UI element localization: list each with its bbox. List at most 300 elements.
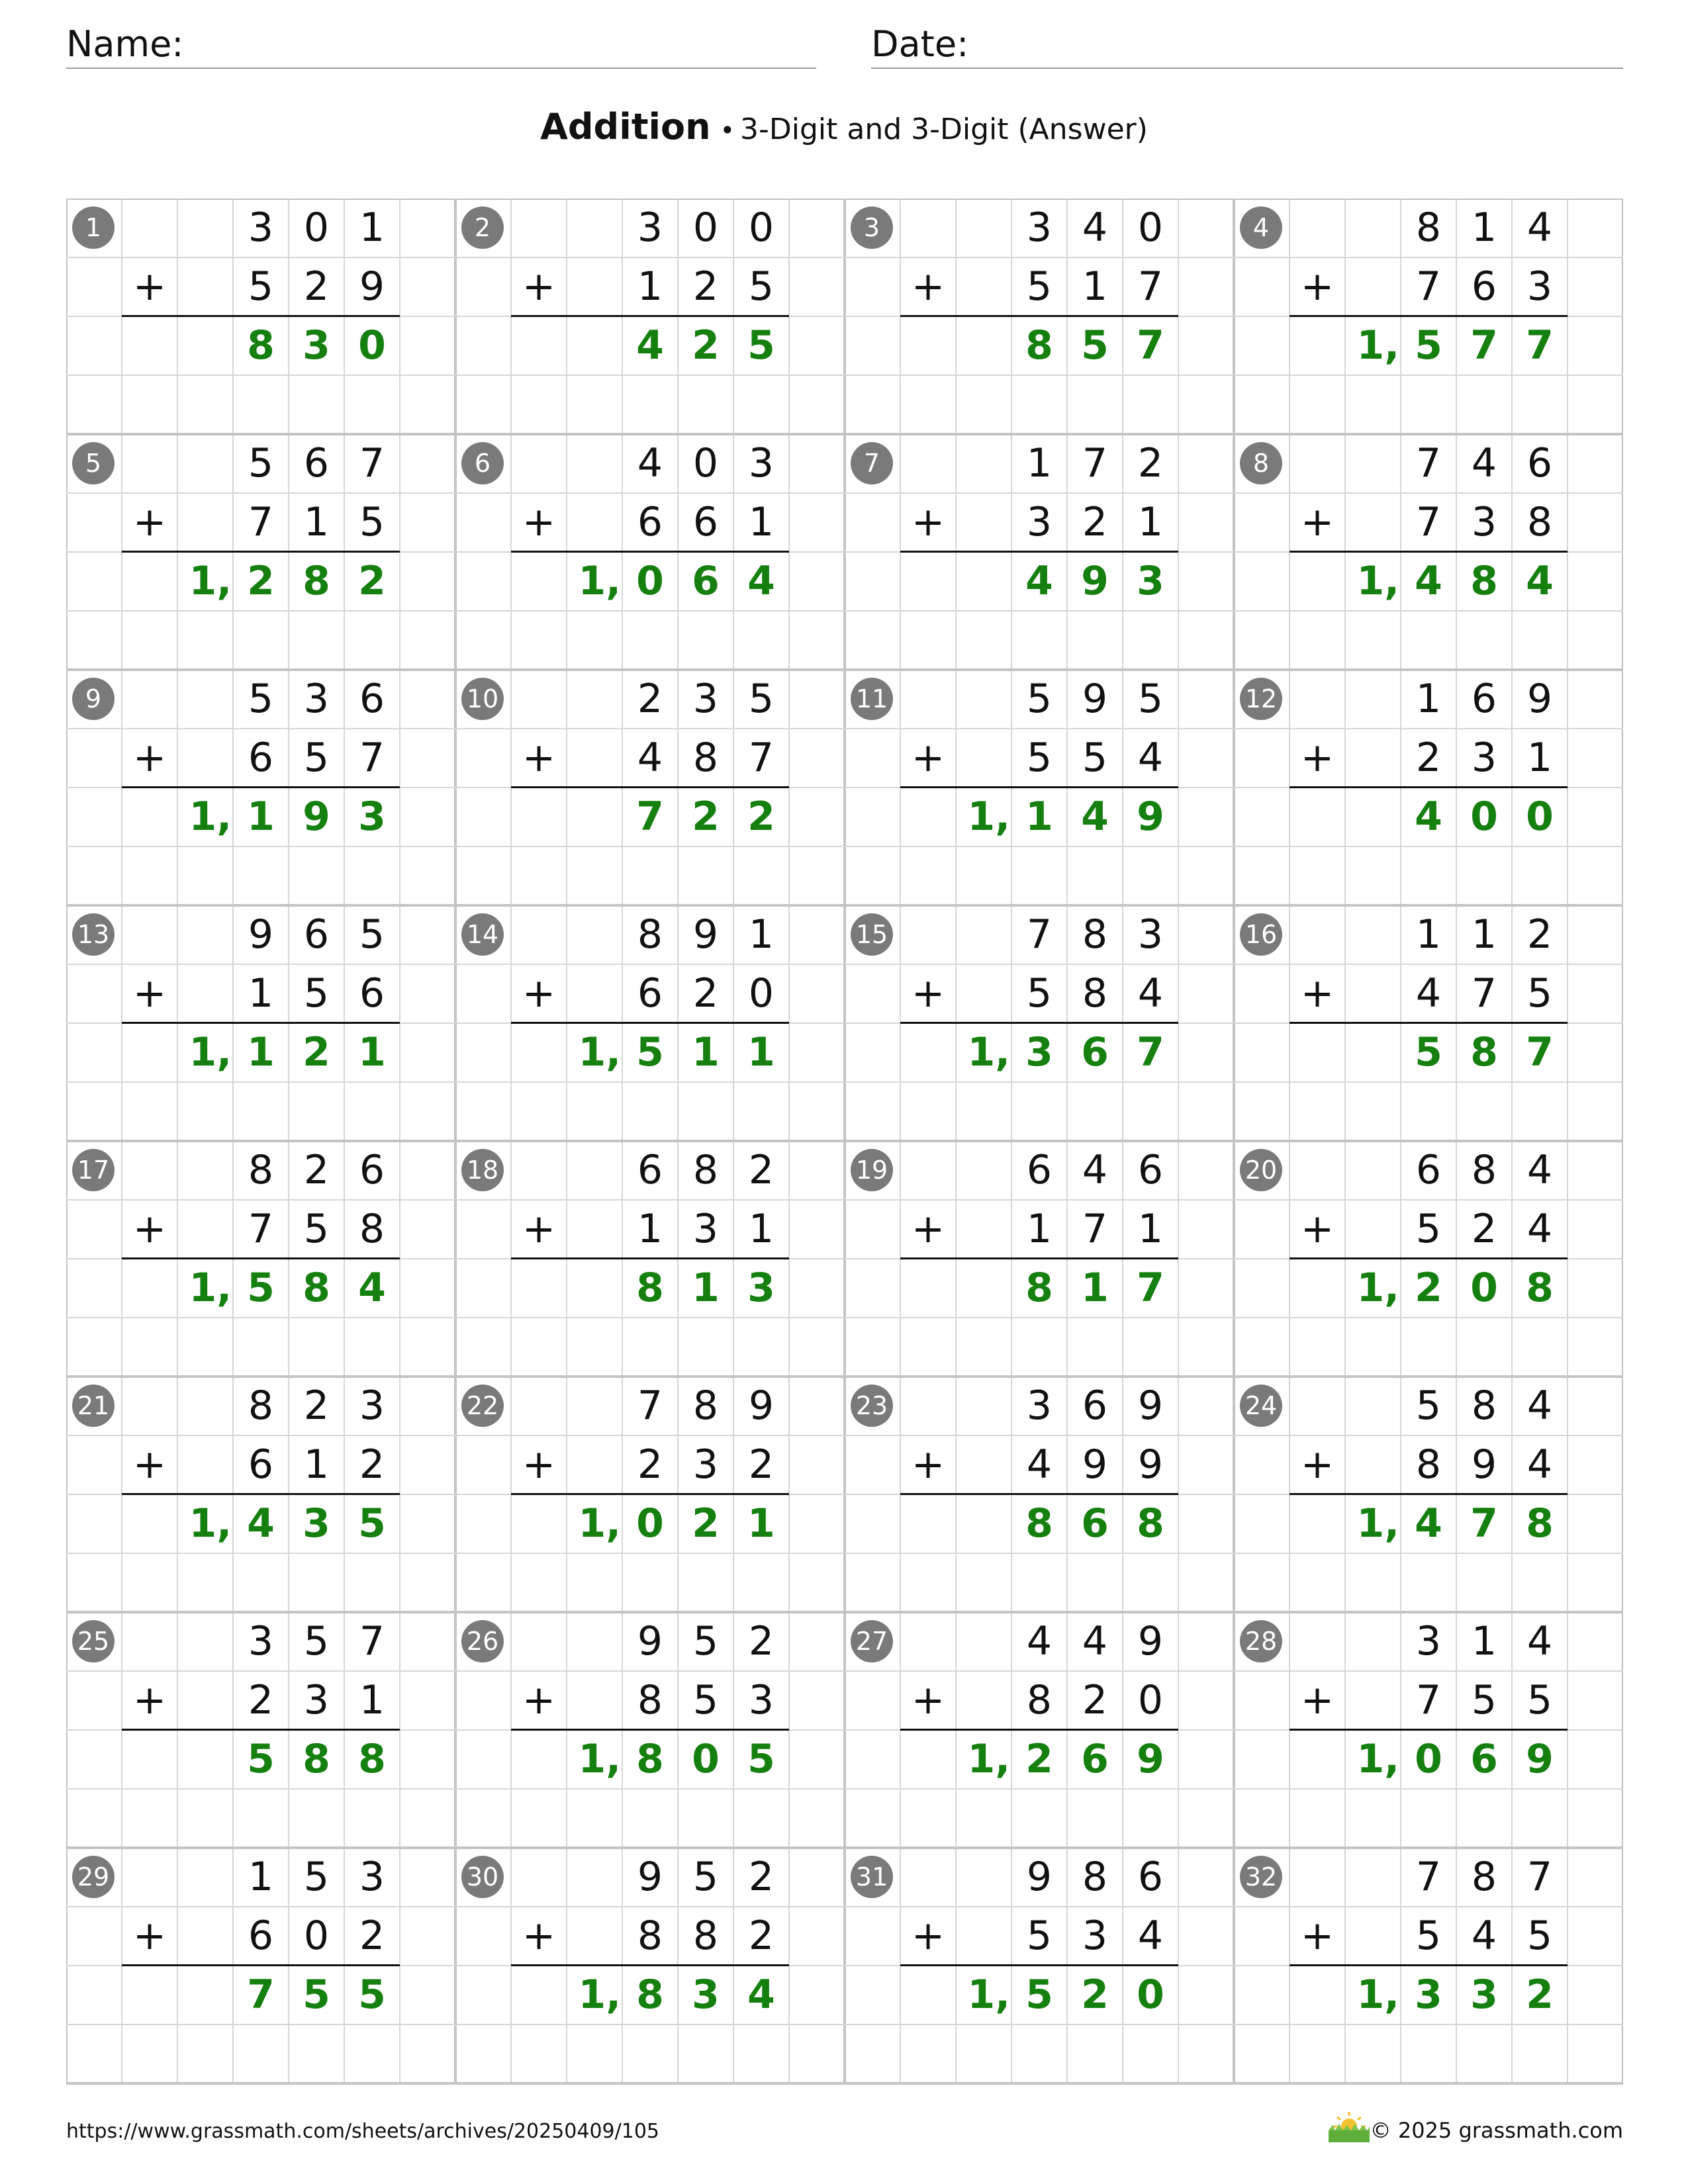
addend-digit: 8 xyxy=(692,1147,719,1193)
plus-sign: + xyxy=(522,1913,556,1959)
addend-digit: 1 xyxy=(637,263,663,310)
problem-number-badge: 6 xyxy=(461,442,504,484)
answer-thousands: 1, xyxy=(1356,1500,1399,1547)
problem-number-badge: 29 xyxy=(72,1856,115,1898)
addend-digit: 5 xyxy=(692,1677,719,1723)
addend-digit: 0 xyxy=(1137,205,1164,251)
addend-digit: 9 xyxy=(692,911,719,958)
answer-digit: 4 xyxy=(1526,558,1554,604)
plus-sign: + xyxy=(132,1913,167,1959)
answer-digit: 4 xyxy=(1081,794,1109,840)
answer-thousands: 1, xyxy=(189,1500,232,1547)
addend-digit: 5 xyxy=(1526,970,1553,1017)
answer-digit: 8 xyxy=(1025,1500,1053,1547)
answer-digit: 8 xyxy=(247,322,275,369)
plus-sign: + xyxy=(522,499,556,545)
answer-digit: 2 xyxy=(692,794,720,840)
plus-sign: + xyxy=(1300,970,1335,1017)
addend-digit: 7 xyxy=(1082,440,1108,486)
answer-digit: 9 xyxy=(1137,794,1164,840)
problem-number-badge: 9 xyxy=(72,678,115,720)
plus-sign: + xyxy=(911,1441,945,1488)
answer-digit: 3 xyxy=(303,322,330,369)
addend-digit: 2 xyxy=(1082,1677,1108,1723)
answer-thousands: 1, xyxy=(967,1736,1010,1782)
problem-number-badge: 21 xyxy=(72,1385,115,1427)
plus-sign: + xyxy=(132,1441,167,1488)
addend-digit: 5 xyxy=(1471,1677,1497,1723)
answer-thousands: 1, xyxy=(578,1972,621,2018)
answer-digit: 5 xyxy=(747,322,775,369)
answer-digit: 5 xyxy=(1415,322,1442,369)
addend-digit: 5 xyxy=(248,263,274,310)
answer-thousands: 1, xyxy=(1356,558,1399,604)
problem-number-badge: 1 xyxy=(72,206,115,249)
answer-thousands: 1, xyxy=(189,1029,232,1075)
addend-digit: 3 xyxy=(1082,1913,1108,1959)
addend-digit: 6 xyxy=(637,1147,663,1193)
addend-digit: 1 xyxy=(1026,440,1053,486)
answer-digit: 5 xyxy=(358,1500,386,1547)
problem-number-badge: 31 xyxy=(851,1856,893,1898)
answer-digit: 4 xyxy=(358,1265,386,1311)
addend-digit: 7 xyxy=(637,1383,663,1429)
addend-digit: 5 xyxy=(1526,1677,1553,1723)
addend-digit: 7 xyxy=(359,735,385,781)
addend-digit: 8 xyxy=(1471,1854,1497,1900)
plus-sign: + xyxy=(1300,1441,1335,1488)
answer-digit: 9 xyxy=(1137,1736,1164,1782)
addend-digit: 2 xyxy=(1526,911,1553,958)
addend-digit: 6 xyxy=(359,1147,385,1193)
answer-thousands: 1, xyxy=(578,558,621,604)
addend-digit: 4 xyxy=(1137,1913,1164,1959)
problem-number-badge: 30 xyxy=(461,1856,504,1898)
answer-digit: 1 xyxy=(692,1029,720,1075)
addend-digit: 5 xyxy=(303,970,330,1017)
answer-digit: 0 xyxy=(636,1500,664,1547)
addend-digit: 1 xyxy=(1082,263,1108,310)
addend-digit: 3 xyxy=(359,1383,385,1429)
addend-digit: 5 xyxy=(1026,676,1053,722)
answer-digit: 3 xyxy=(1025,1029,1053,1075)
addend-digit: 4 xyxy=(1526,1383,1553,1429)
addend-digit: 4 xyxy=(637,440,663,486)
title-subtitle: 3-Digit and 3-Digit (Answer) xyxy=(740,113,1148,146)
answer-digit: 3 xyxy=(1470,1972,1498,2018)
answer-digit: 1 xyxy=(247,1029,275,1075)
answer-digit: 7 xyxy=(1470,1500,1498,1547)
plus-sign: + xyxy=(522,1441,556,1488)
answer-digit: 3 xyxy=(747,1265,775,1311)
addend-digit: 9 xyxy=(637,1618,663,1664)
answer-digit: 8 xyxy=(636,1972,664,2018)
problem-number-badge: 16 xyxy=(1240,913,1282,956)
addend-digit: 9 xyxy=(748,1383,774,1429)
addend-digit: 6 xyxy=(1137,1147,1164,1193)
title-main: Addition xyxy=(540,106,711,148)
addend-digit: 8 xyxy=(692,1383,719,1429)
addend-digit: 2 xyxy=(303,1383,330,1429)
addend-digit: 8 xyxy=(248,1383,274,1429)
answer-digit: 7 xyxy=(1137,1265,1164,1311)
plus-sign: + xyxy=(911,1677,945,1723)
answer-digit: 5 xyxy=(1415,1029,1442,1075)
addend-digit: 6 xyxy=(637,970,663,1017)
addend-digit: 1 xyxy=(248,970,274,1017)
addend-digit: 8 xyxy=(248,1147,274,1193)
problem-number-badge: 17 xyxy=(72,1149,115,1191)
problem-number-badge: 19 xyxy=(851,1149,893,1191)
addend-digit: 6 xyxy=(303,440,330,486)
plus-sign: + xyxy=(522,263,556,310)
problem-number-badge: 18 xyxy=(461,1149,504,1191)
addend-digit: 4 xyxy=(1471,1913,1497,1959)
addend-digit: 5 xyxy=(1026,263,1053,310)
grass-sun-logo-icon xyxy=(1326,2109,1372,2144)
addend-digit: 5 xyxy=(248,440,274,486)
addend-digit: 6 xyxy=(637,499,663,545)
answer-digit: 2 xyxy=(1081,1972,1109,2018)
addend-digit: 3 xyxy=(692,1206,719,1252)
plus-sign: + xyxy=(1300,1913,1335,1959)
plus-sign: + xyxy=(1300,499,1335,545)
plus-sign: + xyxy=(911,970,945,1017)
addend-digit: 1 xyxy=(1471,205,1497,251)
addend-digit: 6 xyxy=(1526,440,1553,486)
answer-digit: 1 xyxy=(692,1265,720,1311)
answer-digit: 8 xyxy=(636,1736,664,1782)
plus-sign: + xyxy=(132,499,167,545)
answer-thousands: 1, xyxy=(967,794,1010,840)
addend-digit: 1 xyxy=(748,1206,774,1252)
addend-digit: 2 xyxy=(748,1441,774,1488)
addend-digit: 6 xyxy=(248,735,274,781)
addend-digit: 2 xyxy=(748,1618,774,1664)
answer-digit: 7 xyxy=(1526,1029,1554,1075)
addend-digit: 4 xyxy=(1082,205,1108,251)
plus-sign: + xyxy=(1300,735,1335,781)
addend-digit: 2 xyxy=(637,1441,663,1488)
answer-digit: 4 xyxy=(1025,558,1053,604)
addend-digit: 2 xyxy=(1471,1206,1497,1252)
answer-digit: 5 xyxy=(747,1736,775,1782)
problem-number-badge: 22 xyxy=(461,1385,504,1427)
addend-digit: 9 xyxy=(359,263,385,310)
addend-digit: 3 xyxy=(637,205,663,251)
addend-digit: 5 xyxy=(692,1854,719,1900)
addend-digit: 9 xyxy=(1137,1383,1164,1429)
addend-digit: 3 xyxy=(303,1677,330,1723)
plus-sign: + xyxy=(132,970,167,1017)
addend-digit: 5 xyxy=(1415,1206,1442,1252)
addend-digit: 5 xyxy=(303,735,330,781)
addend-digit: 9 xyxy=(1026,1854,1053,1900)
answer-thousands: 1, xyxy=(578,1500,621,1547)
plus-sign: + xyxy=(522,735,556,781)
addend-digit: 5 xyxy=(1026,970,1053,1017)
problem-number-badge: 13 xyxy=(72,913,115,956)
problem-number-badge: 15 xyxy=(851,913,893,956)
answer-digit: 2 xyxy=(358,558,386,604)
addend-digit: 1 xyxy=(359,1677,385,1723)
addend-digit: 7 xyxy=(1415,1677,1442,1723)
addend-digit: 1 xyxy=(748,499,774,545)
addend-digit: 8 xyxy=(692,1913,719,1959)
answer-digit: 8 xyxy=(1526,1500,1554,1547)
answer-digit: 8 xyxy=(1137,1500,1164,1547)
problem-number-badge: 2 xyxy=(461,206,504,249)
addend-digit: 6 xyxy=(248,1441,274,1488)
addend-digit: 9 xyxy=(637,1854,663,1900)
title-separator: • xyxy=(720,116,735,145)
addend-digit: 8 xyxy=(1471,1147,1497,1193)
addend-digit: 1 xyxy=(637,1206,663,1252)
answer-digit: 8 xyxy=(1470,1029,1498,1075)
addend-digit: 1 xyxy=(248,1854,274,1900)
plus-sign: + xyxy=(911,499,945,545)
addend-digit: 2 xyxy=(1137,440,1164,486)
addend-digit: 1 xyxy=(1415,676,1442,722)
addend-digit: 4 xyxy=(1526,205,1553,251)
addend-digit: 8 xyxy=(1415,205,1442,251)
answer-digit: 9 xyxy=(1526,1736,1554,1782)
plus-sign: + xyxy=(522,970,556,1017)
addend-digit: 7 xyxy=(1415,499,1442,545)
addend-digit: 6 xyxy=(359,676,385,722)
problem-number-badge: 7 xyxy=(851,442,893,484)
addend-digit: 8 xyxy=(1082,911,1108,958)
problem-number-badge: 3 xyxy=(851,206,893,249)
answer-digit: 4 xyxy=(1415,794,1442,840)
addend-digit: 2 xyxy=(359,1441,385,1488)
problem-number-badge: 27 xyxy=(851,1620,893,1662)
addend-digit: 2 xyxy=(303,263,330,310)
addend-digit: 8 xyxy=(637,1913,663,1959)
problem-number-badge: 25 xyxy=(72,1620,115,1662)
addend-digit: 7 xyxy=(1137,263,1164,310)
answer-digit: 5 xyxy=(358,1972,386,2018)
plus-sign: + xyxy=(1300,1206,1335,1252)
addend-digit: 0 xyxy=(1137,1677,1164,1723)
addend-digit: 1 xyxy=(1137,1206,1164,1252)
plus-sign: + xyxy=(522,1206,556,1252)
answer-digit: 1 xyxy=(747,1500,775,1547)
problem-number-badge: 8 xyxy=(1240,442,1282,484)
addend-digit: 2 xyxy=(248,1677,274,1723)
answer-thousands: 1, xyxy=(967,1972,1010,2018)
addend-digit: 0 xyxy=(748,970,774,1017)
problem-grid xyxy=(66,199,1623,2089)
answer-thousands: 1, xyxy=(967,1029,1010,1075)
addend-digit: 0 xyxy=(692,440,719,486)
addend-digit: 1 xyxy=(359,205,385,251)
addend-digit: 6 xyxy=(1026,1147,1053,1193)
answer-digit: 8 xyxy=(636,1265,664,1311)
answer-digit: 8 xyxy=(303,1736,330,1782)
addend-digit: 7 xyxy=(1082,1206,1108,1252)
answer-digit: 8 xyxy=(1025,322,1053,369)
answer-digit: 7 xyxy=(1470,322,1498,369)
addend-digit: 2 xyxy=(692,970,719,1017)
addend-digit: 7 xyxy=(359,440,385,486)
addend-digit: 3 xyxy=(1026,205,1053,251)
answer-digit: 2 xyxy=(692,322,720,369)
answer-digit: 7 xyxy=(1137,1029,1164,1075)
plus-sign: + xyxy=(132,1206,167,1252)
addend-digit: 9 xyxy=(1137,1441,1164,1488)
answer-digit: 4 xyxy=(747,1972,775,2018)
addend-digit: 7 xyxy=(1526,1854,1553,1900)
answer-digit: 8 xyxy=(303,1265,330,1311)
answer-digit: 0 xyxy=(636,558,664,604)
footer-url[interactable]: https://www.grassmath.com/sheets/archives/20250409/105 xyxy=(66,2120,660,2143)
addend-digit: 8 xyxy=(1526,499,1553,545)
answer-digit: 2 xyxy=(1526,1972,1554,2018)
addend-digit: 2 xyxy=(748,1147,774,1193)
addend-digit: 1 xyxy=(303,499,330,545)
addend-digit: 6 xyxy=(1082,1383,1108,1429)
answer-digit: 1 xyxy=(358,1029,386,1075)
addend-digit: 9 xyxy=(1526,676,1553,722)
addend-digit: 2 xyxy=(748,1913,774,1959)
addend-digit: 1 xyxy=(1137,499,1164,545)
plus-sign: + xyxy=(132,1677,167,1723)
addend-digit: 5 xyxy=(1082,735,1108,781)
answer-digit: 4 xyxy=(247,1500,275,1547)
worksheet-title xyxy=(0,106,1688,148)
addend-digit: 5 xyxy=(303,1854,330,1900)
addend-digit: 4 xyxy=(1471,440,1497,486)
answer-digit: 9 xyxy=(303,794,330,840)
addend-digit: 1 xyxy=(303,1441,330,1488)
answer-digit: 7 xyxy=(1526,322,1554,369)
addend-digit: 5 xyxy=(248,676,274,722)
answer-digit: 6 xyxy=(1470,1736,1498,1782)
addend-digit: 7 xyxy=(359,1618,385,1664)
addend-digit: 0 xyxy=(303,205,330,251)
answer-thousands: 1, xyxy=(1356,322,1399,369)
addend-digit: 7 xyxy=(1415,1854,1442,1900)
answer-digit: 1 xyxy=(747,1029,775,1075)
addend-digit: 6 xyxy=(359,970,385,1017)
problem-number-badge: 23 xyxy=(851,1385,893,1427)
addend-digit: 8 xyxy=(637,911,663,958)
answer-digit: 8 xyxy=(303,558,330,604)
answer-digit: 8 xyxy=(1526,1265,1554,1311)
problem-number-badge: 24 xyxy=(1240,1385,1282,1427)
addend-digit: 3 xyxy=(248,205,274,251)
addend-digit: 5 xyxy=(1415,1383,1442,1429)
addend-digit: 3 xyxy=(1137,911,1164,958)
answer-thousands: 1, xyxy=(189,558,232,604)
addend-digit: 6 xyxy=(1471,676,1497,722)
answer-digit: 0 xyxy=(358,322,386,369)
addend-digit: 2 xyxy=(359,1913,385,1959)
addend-digit: 6 xyxy=(248,1913,274,1959)
addend-digit: 6 xyxy=(1137,1854,1164,1900)
addend-digit: 7 xyxy=(748,735,774,781)
answer-thousands: 1, xyxy=(578,1736,621,1782)
answer-thousands: 1, xyxy=(189,794,232,840)
addend-digit: 5 xyxy=(359,911,385,958)
addend-digit: 2 xyxy=(692,263,719,310)
name-label: Name: xyxy=(66,23,184,65)
addend-digit: 9 xyxy=(1137,1618,1164,1664)
answer-digit: 0 xyxy=(1526,794,1554,840)
addend-digit: 9 xyxy=(248,911,274,958)
addend-digit: 2 xyxy=(1082,499,1108,545)
answer-digit: 2 xyxy=(692,1500,720,1547)
addend-digit: 4 xyxy=(1026,1441,1053,1488)
plus-sign: + xyxy=(522,1677,556,1723)
answer-thousands: 1, xyxy=(1356,1736,1399,1782)
addend-digit: 3 xyxy=(248,1618,274,1664)
addend-digit: 9 xyxy=(1082,1441,1108,1488)
answer-digit: 3 xyxy=(358,794,386,840)
answer-digit: 4 xyxy=(636,322,664,369)
addend-digit: 4 xyxy=(1415,970,1442,1017)
addend-digit: 1 xyxy=(1415,911,1442,958)
addend-digit: 8 xyxy=(1471,1383,1497,1429)
answer-digit: 7 xyxy=(636,794,664,840)
plus-sign: + xyxy=(911,1913,945,1959)
addend-digit: 3 xyxy=(748,440,774,486)
answer-digit: 0 xyxy=(1415,1736,1442,1782)
addend-digit: 1 xyxy=(1471,911,1497,958)
name-field[interactable] xyxy=(66,23,816,69)
problem-number-badge: 32 xyxy=(1240,1856,1282,1898)
addend-digit: 2 xyxy=(748,1854,774,1900)
addend-digit: 4 xyxy=(637,735,663,781)
answer-digit: 9 xyxy=(1081,558,1109,604)
problem-number-badge: 14 xyxy=(461,913,504,956)
addend-digit: 9 xyxy=(1082,676,1108,722)
answer-digit: 8 xyxy=(1025,1265,1053,1311)
answer-digit: 4 xyxy=(747,558,775,604)
answer-digit: 2 xyxy=(303,1029,330,1075)
answer-digit: 0 xyxy=(1470,794,1498,840)
addend-digit: 7 xyxy=(248,499,274,545)
answer-digit: 6 xyxy=(1081,1029,1109,1075)
addend-digit: 5 xyxy=(303,1618,330,1664)
addend-digit: 8 xyxy=(1082,970,1108,1017)
addend-digit: 6 xyxy=(1471,263,1497,310)
plus-sign: + xyxy=(1300,1677,1335,1723)
addend-digit: 3 xyxy=(303,676,330,722)
addend-digit: 1 xyxy=(1471,1618,1497,1664)
addend-digit: 2 xyxy=(303,1147,330,1193)
answer-digit: 2 xyxy=(1415,1265,1442,1311)
addend-digit: 1 xyxy=(748,911,774,958)
addend-digit: 5 xyxy=(359,499,385,545)
problem-number-badge: 4 xyxy=(1240,206,1282,249)
answer-digit: 7 xyxy=(247,1972,275,2018)
addend-digit: 4 xyxy=(1026,1618,1053,1664)
date-field[interactable] xyxy=(871,23,1623,69)
addend-digit: 5 xyxy=(1026,1913,1053,1959)
addend-digit: 0 xyxy=(692,205,719,251)
addend-digit: 4 xyxy=(1137,970,1164,1017)
addend-digit: 4 xyxy=(1526,1147,1553,1193)
addend-digit: 6 xyxy=(692,499,719,545)
addend-digit: 8 xyxy=(359,1206,385,1252)
answer-digit: 3 xyxy=(692,1972,720,2018)
addend-digit: 3 xyxy=(692,676,719,722)
addend-digit: 2 xyxy=(1415,735,1442,781)
problem-number-badge: 5 xyxy=(72,442,115,484)
addend-digit: 3 xyxy=(1415,1618,1442,1664)
